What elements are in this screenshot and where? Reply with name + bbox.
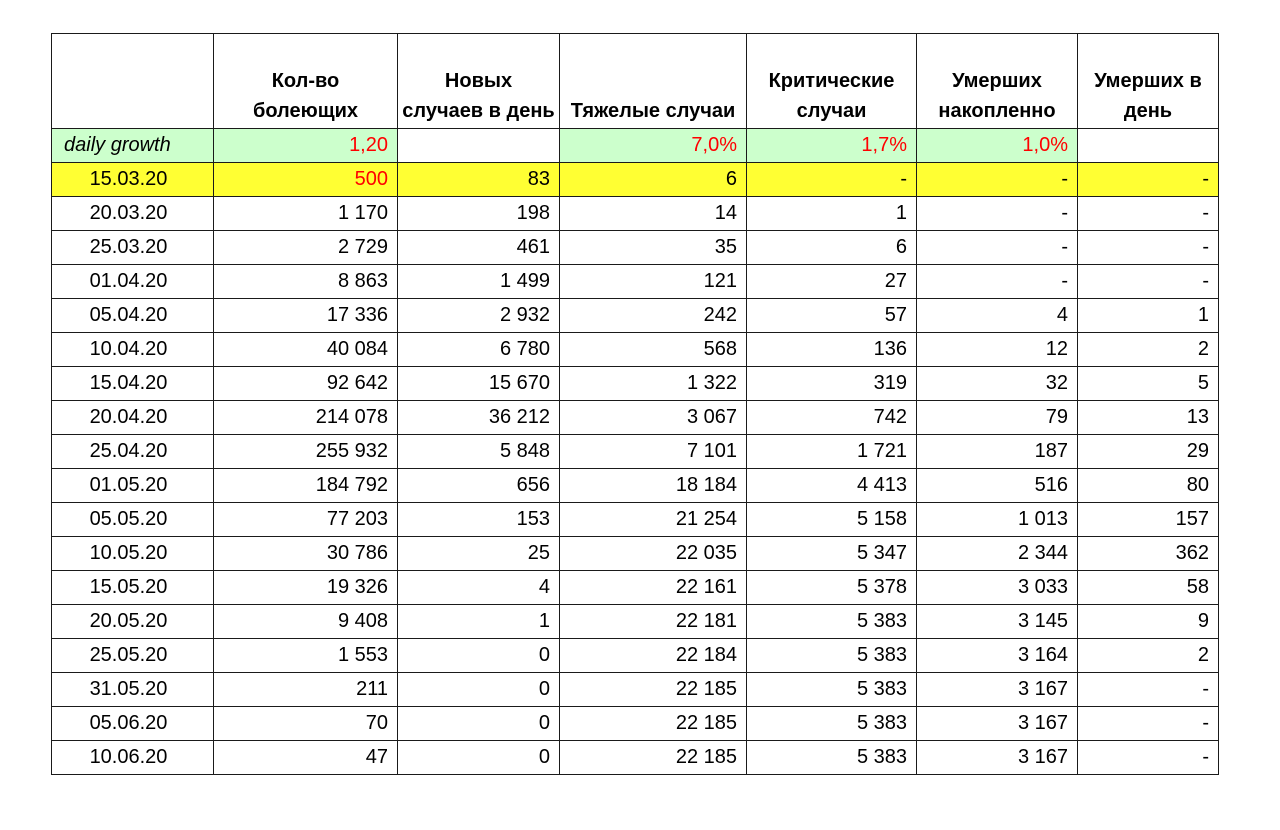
- value-cell-deaths-per-day: 157: [1078, 503, 1219, 537]
- header-row: [52, 34, 1219, 129]
- value-cell-new-cases: 2 932: [398, 299, 560, 333]
- table-row: [52, 503, 1219, 537]
- table-row: [52, 367, 1219, 401]
- table-row: [52, 401, 1219, 435]
- value-cell-severe: 21 254: [560, 503, 747, 537]
- header-deaths-per-day: Умерших в день: [1078, 34, 1219, 129]
- date-cell: 25.04.20: [52, 435, 214, 469]
- value-cell-critical: 1 721: [747, 435, 917, 469]
- value-cell-deaths-cumulative: 32: [917, 367, 1078, 401]
- table-row: [52, 231, 1219, 265]
- value-cell-critical: 6: [747, 231, 917, 265]
- value-cell-patients: 70: [214, 707, 398, 741]
- date-cell: 25.05.20: [52, 639, 214, 673]
- table-row: [52, 333, 1219, 367]
- daily-growth-row: [52, 129, 1219, 163]
- value-cell-deaths-cumulative: 3 033: [917, 571, 1078, 605]
- value-cell-new-cases: 1 499: [398, 265, 560, 299]
- value-cell-deaths-per-day: 5: [1078, 367, 1219, 401]
- growth-cell-severe: 7,0%: [560, 129, 747, 163]
- value-cell-critical: 5 347: [747, 537, 917, 571]
- value-cell-new-cases: 0: [398, 707, 560, 741]
- value-cell-critical: 5 383: [747, 741, 917, 775]
- value-cell-severe: 22 161: [560, 571, 747, 605]
- covid-forecast-table: [51, 33, 1219, 775]
- value-cell-deaths-per-day: -: [1078, 163, 1219, 197]
- date-cell: 05.05.20: [52, 503, 214, 537]
- date-cell: 05.04.20: [52, 299, 214, 333]
- header-severe-cases: Тяжелые случаи: [560, 34, 747, 129]
- date-cell: 15.04.20: [52, 367, 214, 401]
- value-cell-patients: 17 336: [214, 299, 398, 333]
- header-new-cases-per-day: Новых случаев в день: [398, 34, 560, 129]
- value-cell-new-cases: 153: [398, 503, 560, 537]
- date-cell: 10.05.20: [52, 537, 214, 571]
- value-cell-severe: 568: [560, 333, 747, 367]
- value-cell-severe: 35: [560, 231, 747, 265]
- value-cell-patients: 211: [214, 673, 398, 707]
- table-row: [52, 673, 1219, 707]
- value-cell-new-cases: 0: [398, 673, 560, 707]
- value-cell-new-cases: 25: [398, 537, 560, 571]
- value-cell-deaths-cumulative: 4: [917, 299, 1078, 333]
- table-row: [52, 639, 1219, 673]
- value-cell-deaths-per-day: 80: [1078, 469, 1219, 503]
- value-cell-deaths-cumulative: 516: [917, 469, 1078, 503]
- value-cell-critical: 1: [747, 197, 917, 231]
- value-cell-patients: 184 792: [214, 469, 398, 503]
- table-row: [52, 537, 1219, 571]
- value-cell-new-cases: 656: [398, 469, 560, 503]
- value-cell-deaths-cumulative: 187: [917, 435, 1078, 469]
- value-cell-critical: 5 383: [747, 605, 917, 639]
- header-deaths-cumulative: Умерших накопленно: [917, 34, 1078, 129]
- value-cell-deaths-cumulative: 2 344: [917, 537, 1078, 571]
- value-cell-deaths-cumulative: 1 013: [917, 503, 1078, 537]
- value-cell-severe: 18 184: [560, 469, 747, 503]
- value-cell-deaths-per-day: 1: [1078, 299, 1219, 333]
- header-critical-cases: Критические случаи: [747, 34, 917, 129]
- header-patients-count: Кол-во болеющих: [214, 34, 398, 129]
- date-cell: 20.03.20: [52, 197, 214, 231]
- value-cell-new-cases: 0: [398, 639, 560, 673]
- value-cell-new-cases: 4: [398, 571, 560, 605]
- value-cell-new-cases: 198: [398, 197, 560, 231]
- value-cell-deaths-per-day: 362: [1078, 537, 1219, 571]
- value-cell-patients: 92 642: [214, 367, 398, 401]
- value-cell-deaths-per-day: -: [1078, 265, 1219, 299]
- value-cell-patients: 9 408: [214, 605, 398, 639]
- date-cell: 10.04.20: [52, 333, 214, 367]
- value-cell-deaths-per-day: -: [1078, 197, 1219, 231]
- value-cell-severe: 22 185: [560, 673, 747, 707]
- value-cell-deaths-cumulative: 79: [917, 401, 1078, 435]
- date-cell: 31.05.20: [52, 673, 214, 707]
- table-row: [52, 435, 1219, 469]
- growth-cell-critical: 1,7%: [747, 129, 917, 163]
- value-cell-severe: 22 184: [560, 639, 747, 673]
- date-cell: 15.03.20: [52, 163, 214, 197]
- table-row: [52, 299, 1219, 333]
- value-cell-deaths-per-day: 58: [1078, 571, 1219, 605]
- daily-growth-label: daily growth: [52, 129, 214, 163]
- value-cell-critical: 136: [747, 333, 917, 367]
- value-cell-deaths-cumulative: -: [917, 265, 1078, 299]
- table-row: [52, 571, 1219, 605]
- value-cell-deaths-per-day: -: [1078, 673, 1219, 707]
- table-row: [52, 707, 1219, 741]
- value-cell-new-cases: 6 780: [398, 333, 560, 367]
- value-cell-critical: 5 383: [747, 673, 917, 707]
- date-cell: 05.06.20: [52, 707, 214, 741]
- value-cell-deaths-cumulative: 3 167: [917, 673, 1078, 707]
- value-cell-deaths-cumulative: 3 167: [917, 741, 1078, 775]
- value-cell-severe: 22 185: [560, 707, 747, 741]
- value-cell-severe: 22 181: [560, 605, 747, 639]
- value-cell-deaths-per-day: -: [1078, 707, 1219, 741]
- value-cell-critical: 5 158: [747, 503, 917, 537]
- date-cell: 01.04.20: [52, 265, 214, 299]
- value-cell-new-cases: 36 212: [398, 401, 560, 435]
- value-cell-new-cases: 0: [398, 741, 560, 775]
- value-cell-severe: 22 185: [560, 741, 747, 775]
- value-cell-severe: 7 101: [560, 435, 747, 469]
- table-row: [52, 265, 1219, 299]
- date-cell: 01.05.20: [52, 469, 214, 503]
- value-cell-new-cases: 83: [398, 163, 560, 197]
- value-cell-critical: -: [747, 163, 917, 197]
- table-row: [52, 741, 1219, 775]
- value-cell-new-cases: 15 670: [398, 367, 560, 401]
- date-cell: 25.03.20: [52, 231, 214, 265]
- value-cell-patients: 1 170: [214, 197, 398, 231]
- table-row: [52, 197, 1219, 231]
- value-cell-deaths-per-day: 2: [1078, 639, 1219, 673]
- value-cell-critical: 5 378: [747, 571, 917, 605]
- value-cell-deaths-per-day: -: [1078, 741, 1219, 775]
- value-cell-severe: 22 035: [560, 537, 747, 571]
- date-cell: 20.04.20: [52, 401, 214, 435]
- value-cell-severe: 1 322: [560, 367, 747, 401]
- header-corner-cell: [52, 34, 214, 129]
- date-cell: 10.06.20: [52, 741, 214, 775]
- date-cell: 20.05.20: [52, 605, 214, 639]
- value-cell-severe: 6: [560, 163, 747, 197]
- value-cell-patients: 1 553: [214, 639, 398, 673]
- value-cell-patients: 47: [214, 741, 398, 775]
- value-cell-deaths-per-day: -: [1078, 231, 1219, 265]
- value-cell-patients: 500: [214, 163, 398, 197]
- value-cell-deaths-cumulative: -: [917, 231, 1078, 265]
- value-cell-severe: 14: [560, 197, 747, 231]
- value-cell-patients: 77 203: [214, 503, 398, 537]
- value-cell-critical: 4 413: [747, 469, 917, 503]
- date-cell: 15.05.20: [52, 571, 214, 605]
- value-cell-new-cases: 5 848: [398, 435, 560, 469]
- value-cell-patients: 2 729: [214, 231, 398, 265]
- value-cell-deaths-cumulative: -: [917, 163, 1078, 197]
- value-cell-deaths-per-day: 2: [1078, 333, 1219, 367]
- value-cell-patients: 8 863: [214, 265, 398, 299]
- growth-cell-patients: 1,20: [214, 129, 398, 163]
- value-cell-deaths-cumulative: 3 145: [917, 605, 1078, 639]
- value-cell-deaths-per-day: 13: [1078, 401, 1219, 435]
- growth-cell-deaths-cumulative: 1,0%: [917, 129, 1078, 163]
- value-cell-severe: 242: [560, 299, 747, 333]
- value-cell-severe: 3 067: [560, 401, 747, 435]
- value-cell-deaths-per-day: 9: [1078, 605, 1219, 639]
- table-row: [52, 469, 1219, 503]
- value-cell-patients: 214 078: [214, 401, 398, 435]
- value-cell-patients: 255 932: [214, 435, 398, 469]
- value-cell-severe: 121: [560, 265, 747, 299]
- value-cell-critical: 5 383: [747, 707, 917, 741]
- growth-cell-deaths-per-day: [1078, 129, 1219, 163]
- value-cell-patients: 19 326: [214, 571, 398, 605]
- value-cell-deaths-cumulative: 12: [917, 333, 1078, 367]
- value-cell-new-cases: 1: [398, 605, 560, 639]
- value-cell-critical: 319: [747, 367, 917, 401]
- table-row: [52, 605, 1219, 639]
- value-cell-deaths-cumulative: -: [917, 197, 1078, 231]
- value-cell-critical: 27: [747, 265, 917, 299]
- value-cell-deaths-cumulative: 3 167: [917, 707, 1078, 741]
- growth-cell-new-cases: [398, 129, 560, 163]
- value-cell-deaths-cumulative: 3 164: [917, 639, 1078, 673]
- value-cell-new-cases: 461: [398, 231, 560, 265]
- value-cell-deaths-per-day: 29: [1078, 435, 1219, 469]
- value-cell-critical: 742: [747, 401, 917, 435]
- value-cell-patients: 40 084: [214, 333, 398, 367]
- value-cell-critical: 5 383: [747, 639, 917, 673]
- highlighted-start-row: [52, 163, 1219, 197]
- value-cell-patients: 30 786: [214, 537, 398, 571]
- value-cell-critical: 57: [747, 299, 917, 333]
